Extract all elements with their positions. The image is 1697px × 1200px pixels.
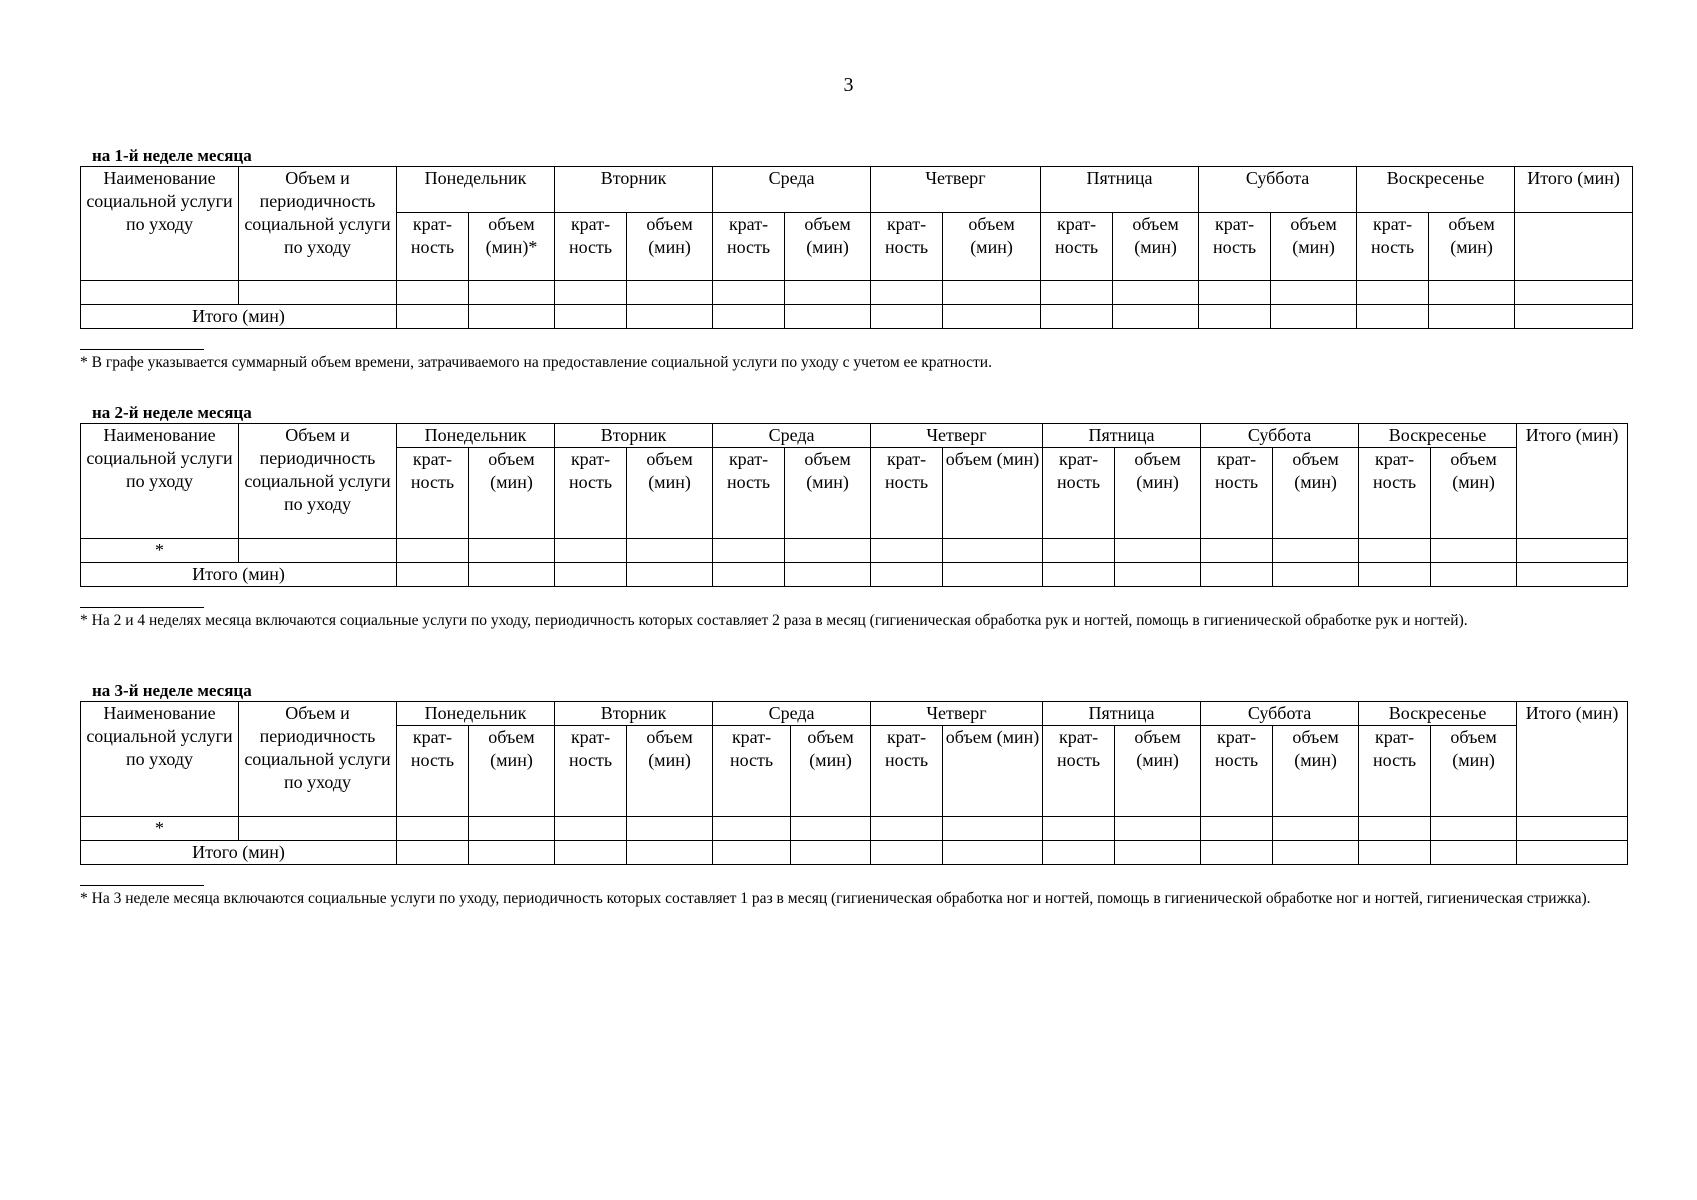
total-row-label: Итого (мин)	[81, 841, 397, 865]
sub-vol: объем (мин)	[1271, 213, 1357, 281]
week-1-table	[80, 166, 1633, 329]
sub-vol: объем (мин)	[1273, 726, 1359, 817]
row-marker: *	[81, 817, 239, 841]
col-total: Итого (мин)	[1515, 167, 1633, 213]
table-row	[81, 817, 1628, 841]
week-2-table	[80, 423, 1628, 587]
col-day-fri: Пятница	[1043, 424, 1201, 448]
sub-freq: крат-ность	[1043, 726, 1115, 817]
col-total: Итого (мин)	[1517, 702, 1628, 817]
col-day-mon: Понедельник	[397, 424, 555, 448]
col-day-sat: Суббота	[1201, 702, 1359, 726]
sub-freq: крат-ность	[871, 448, 943, 539]
sub-freq: крат-ность	[713, 448, 785, 539]
sub-vol: объем (мин)	[785, 213, 871, 281]
sub-vol: объем (мин)	[627, 726, 713, 817]
col-day-tue: Вторник	[555, 167, 713, 213]
footnote-rule	[80, 885, 204, 886]
col-day-tue: Вторник	[555, 424, 713, 448]
sub-freq: крат-ность	[1043, 448, 1115, 539]
sub-freq: крат-ность	[1359, 726, 1431, 817]
total-row	[81, 563, 1628, 587]
total-row	[81, 841, 1628, 865]
sub-freq: крат-ность	[713, 726, 791, 817]
col-service-name: Наименование социальной услуги по уходу	[81, 702, 239, 817]
total-row-label: Итого (мин)	[81, 305, 397, 329]
col-day-fri: Пятница	[1041, 167, 1199, 213]
sub-freq: крат-ность	[871, 213, 943, 281]
sub-freq: крат-ность	[555, 726, 627, 817]
col-volume-periodicity: Объем и периодичность социальной услуги по уходу	[239, 167, 397, 281]
sub-vol: объем (мин)	[1115, 448, 1201, 539]
sub-vol: объем (мин)	[1113, 213, 1199, 281]
week-3-section	[80, 681, 1646, 909]
sub-vol: объем (мин)	[785, 448, 871, 539]
footnote-rule	[80, 607, 204, 608]
col-day-sat: Суббота	[1199, 167, 1357, 213]
col-day-thu: Четверг	[871, 702, 1043, 726]
col-volume-periodicity: Объем и периодичность социальной услуги по уходу	[239, 424, 397, 539]
sub-vol: объем (мин)	[943, 726, 1043, 817]
col-day-sun: Воскресенье	[1359, 424, 1517, 448]
sub-freq: крат-ность	[397, 726, 469, 817]
week-2-title: на 2-й неделе месяца	[92, 403, 252, 422]
sub-vol: объем (мин)	[469, 448, 555, 539]
col-day-sun: Воскресенье	[1357, 167, 1515, 213]
col-total: Итого (мин)	[1517, 424, 1628, 539]
col-day-tue: Вторник	[555, 702, 713, 726]
col-day-wed: Среда	[713, 702, 871, 726]
col-day-sat: Суббота	[1201, 424, 1359, 448]
sub-vol: объем (мин)	[943, 448, 1043, 539]
sub-freq: крат-ность	[555, 213, 627, 281]
table-row	[81, 539, 1628, 563]
col-day-wed: Среда	[713, 424, 871, 448]
footnote-rule	[80, 349, 204, 350]
sub-vol: объем (мин)	[1431, 726, 1517, 817]
sub-vol: объем (мин)	[943, 213, 1041, 281]
sub-vol-star: объем (мин)*	[469, 213, 555, 281]
sub-vol: объем (мин)	[469, 726, 555, 817]
col-service-name: Наименование социальной услуги по уходу	[81, 424, 239, 539]
sub-freq: крат-ность	[1201, 726, 1273, 817]
total-row-label: Итого (мин)	[81, 563, 397, 587]
sub-freq: крат-ность	[1041, 213, 1113, 281]
col-volume-periodicity: Объем и периодичность социальной услуги по уходу	[239, 702, 397, 817]
sub-freq: крат-ность	[1357, 213, 1429, 281]
col-day-sun: Воскресенье	[1359, 702, 1517, 726]
sub-vol: объем (мин)	[627, 213, 713, 281]
week-1-title: на 1-й неделе месяца	[92, 146, 252, 165]
col-day-thu: Четверг	[871, 424, 1043, 448]
row-marker	[81, 281, 239, 305]
col-day-mon: Понедельник	[397, 702, 555, 726]
sub-freq: крат-ность	[397, 448, 469, 539]
sub-freq: крат-ность	[1201, 448, 1273, 539]
total-row	[81, 305, 1633, 329]
sub-vol: объем (мин)	[627, 448, 713, 539]
sub-freq: крат-ность	[555, 448, 627, 539]
sub-freq: крат-ность	[713, 213, 785, 281]
week-1-section	[80, 146, 1646, 373]
sub-vol: объем (мин)	[1431, 448, 1517, 539]
col-day-wed: Среда	[713, 167, 871, 213]
sub-vol: объем (мин)	[1429, 213, 1515, 281]
week-3-footnote: * На 3 неделе месяца включаются социальные услуги по уходу, периодичность которых составляет 1 раз в месяц (гигиеническая обработка ног и ногтей, помощь в гигиенической обработке ног и ногтей, гигиеническая стрижка).	[80, 890, 1591, 907]
table-row	[81, 281, 1633, 305]
week-3-title: на 3-й неделе месяца	[92, 681, 252, 700]
week-3-table	[80, 701, 1628, 865]
sub-freq: крат-ность	[397, 213, 469, 281]
week-2-section	[80, 403, 1646, 631]
sub-vol: объем (мин)	[1273, 448, 1359, 539]
col-day-fri: Пятница	[1043, 702, 1201, 726]
sub-freq: крат-ность	[871, 726, 943, 817]
col-day-thu: Четверг	[871, 167, 1041, 213]
sub-vol: объем (мин)	[791, 726, 871, 817]
sub-total-empty	[1515, 213, 1633, 281]
week-2-footnote: * На 2 и 4 неделях месяца включаются социальные услуги по уходу, периодичность которых составляет 2 раза в месяц (гигиеническая обработка рук и ногтей, помощь в гигиенической обработке рук и ногтей).	[80, 612, 1468, 629]
week-1-footnote: * В графе указывается суммарный объем времени, затрачиваемого на предоставление социальной услуги по уходу с учетом ее кратности.	[80, 354, 992, 371]
page-number: 3	[843, 74, 854, 96]
col-service-name: Наименование социальной услуги по уходу	[81, 167, 239, 281]
sub-freq: крат-ность	[1359, 448, 1431, 539]
sub-freq: крат-ность	[1199, 213, 1271, 281]
col-day-mon: Понедельник	[397, 167, 555, 213]
sub-vol: объем (мин)	[1115, 726, 1201, 817]
row-marker: *	[81, 539, 239, 563]
